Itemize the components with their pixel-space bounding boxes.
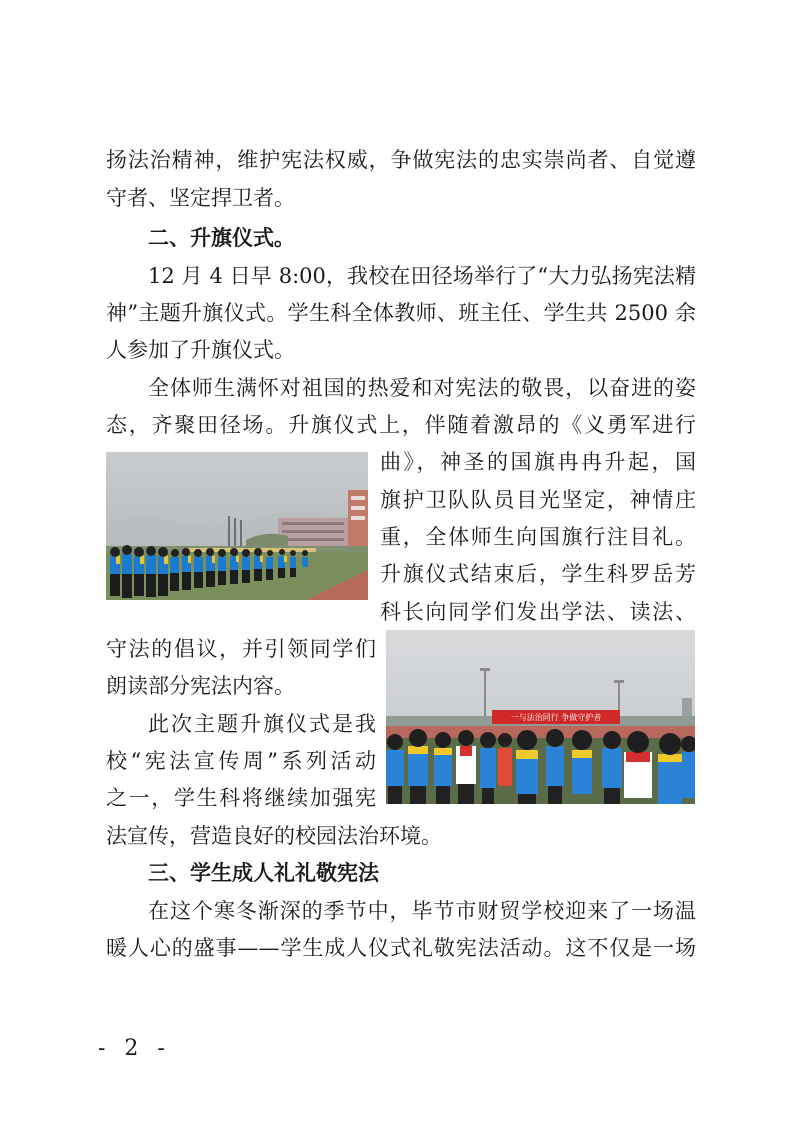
text-line: 升旗仪式结束后，学生科罗岳芳 (380, 562, 696, 586)
text-line: 之一，学生科将继续加强宪 (106, 786, 376, 810)
text-line: 神”主题升旗仪式。学生科全体教师、班主任、学生共 2500 余 (106, 301, 696, 325)
text-line: 12 月 4 日早 8:00，我校在田径场举行了“大力弘扬宪法精 (148, 264, 696, 288)
text-line: 守者、坚定捍卫者。 (106, 186, 295, 210)
page-number: - 2 - (98, 1036, 171, 1061)
text-line: 朗读部分宪法内容。 (106, 674, 295, 698)
text-line: 在这个寒冬渐深的季节中，毕节市财贸学校迎来了一场温 (148, 899, 696, 923)
section-heading: 三、学生成人礼礼敬宪法 (148, 861, 379, 885)
text-line: 人参加了升旗仪式。 (106, 338, 295, 362)
text-line: 守法的倡议，并引领同学们 (106, 637, 376, 661)
text-line: 暖人心的盛事——学生成人仪式礼敬宪法活动。这不仅是一场 (106, 936, 696, 960)
banner-text: 一与法治同行 争做守护者 (510, 713, 602, 722)
text-line: 重，全体师生向国旗行注目礼。 (380, 525, 696, 549)
text-line: 扬法治精神，维护宪法权威，争做宪法的忠实崇尚者、自觉遵 (106, 148, 696, 172)
text-line: 旗护卫队队员目光坚定，神情庄 (380, 488, 696, 512)
flag-ceremony-photo-left (106, 452, 368, 600)
text-line: 科长向同学们发出学法、读法、 (380, 600, 696, 624)
text-line: 法宣传，营造良好的校园法治环境。 (106, 824, 442, 848)
text-line: 全体师生满怀对祖国的热爱和对宪法的敬畏，以奋进的姿 (148, 376, 696, 400)
section-heading: 二、升旗仪式。 (148, 226, 295, 250)
text-line: 曲》，神圣的国旗冉冉升起，国 (380, 450, 696, 474)
text-line: 校“宪法宣传周”系列活动 (106, 749, 376, 773)
text-line: 此次主题升旗仪式是我 (148, 712, 376, 736)
text-line: 态，齐聚田径场。升旗仪式上，伴随着激昂的《义勇军进行 (106, 413, 696, 437)
flag-ceremony-photo-right (386, 630, 695, 804)
